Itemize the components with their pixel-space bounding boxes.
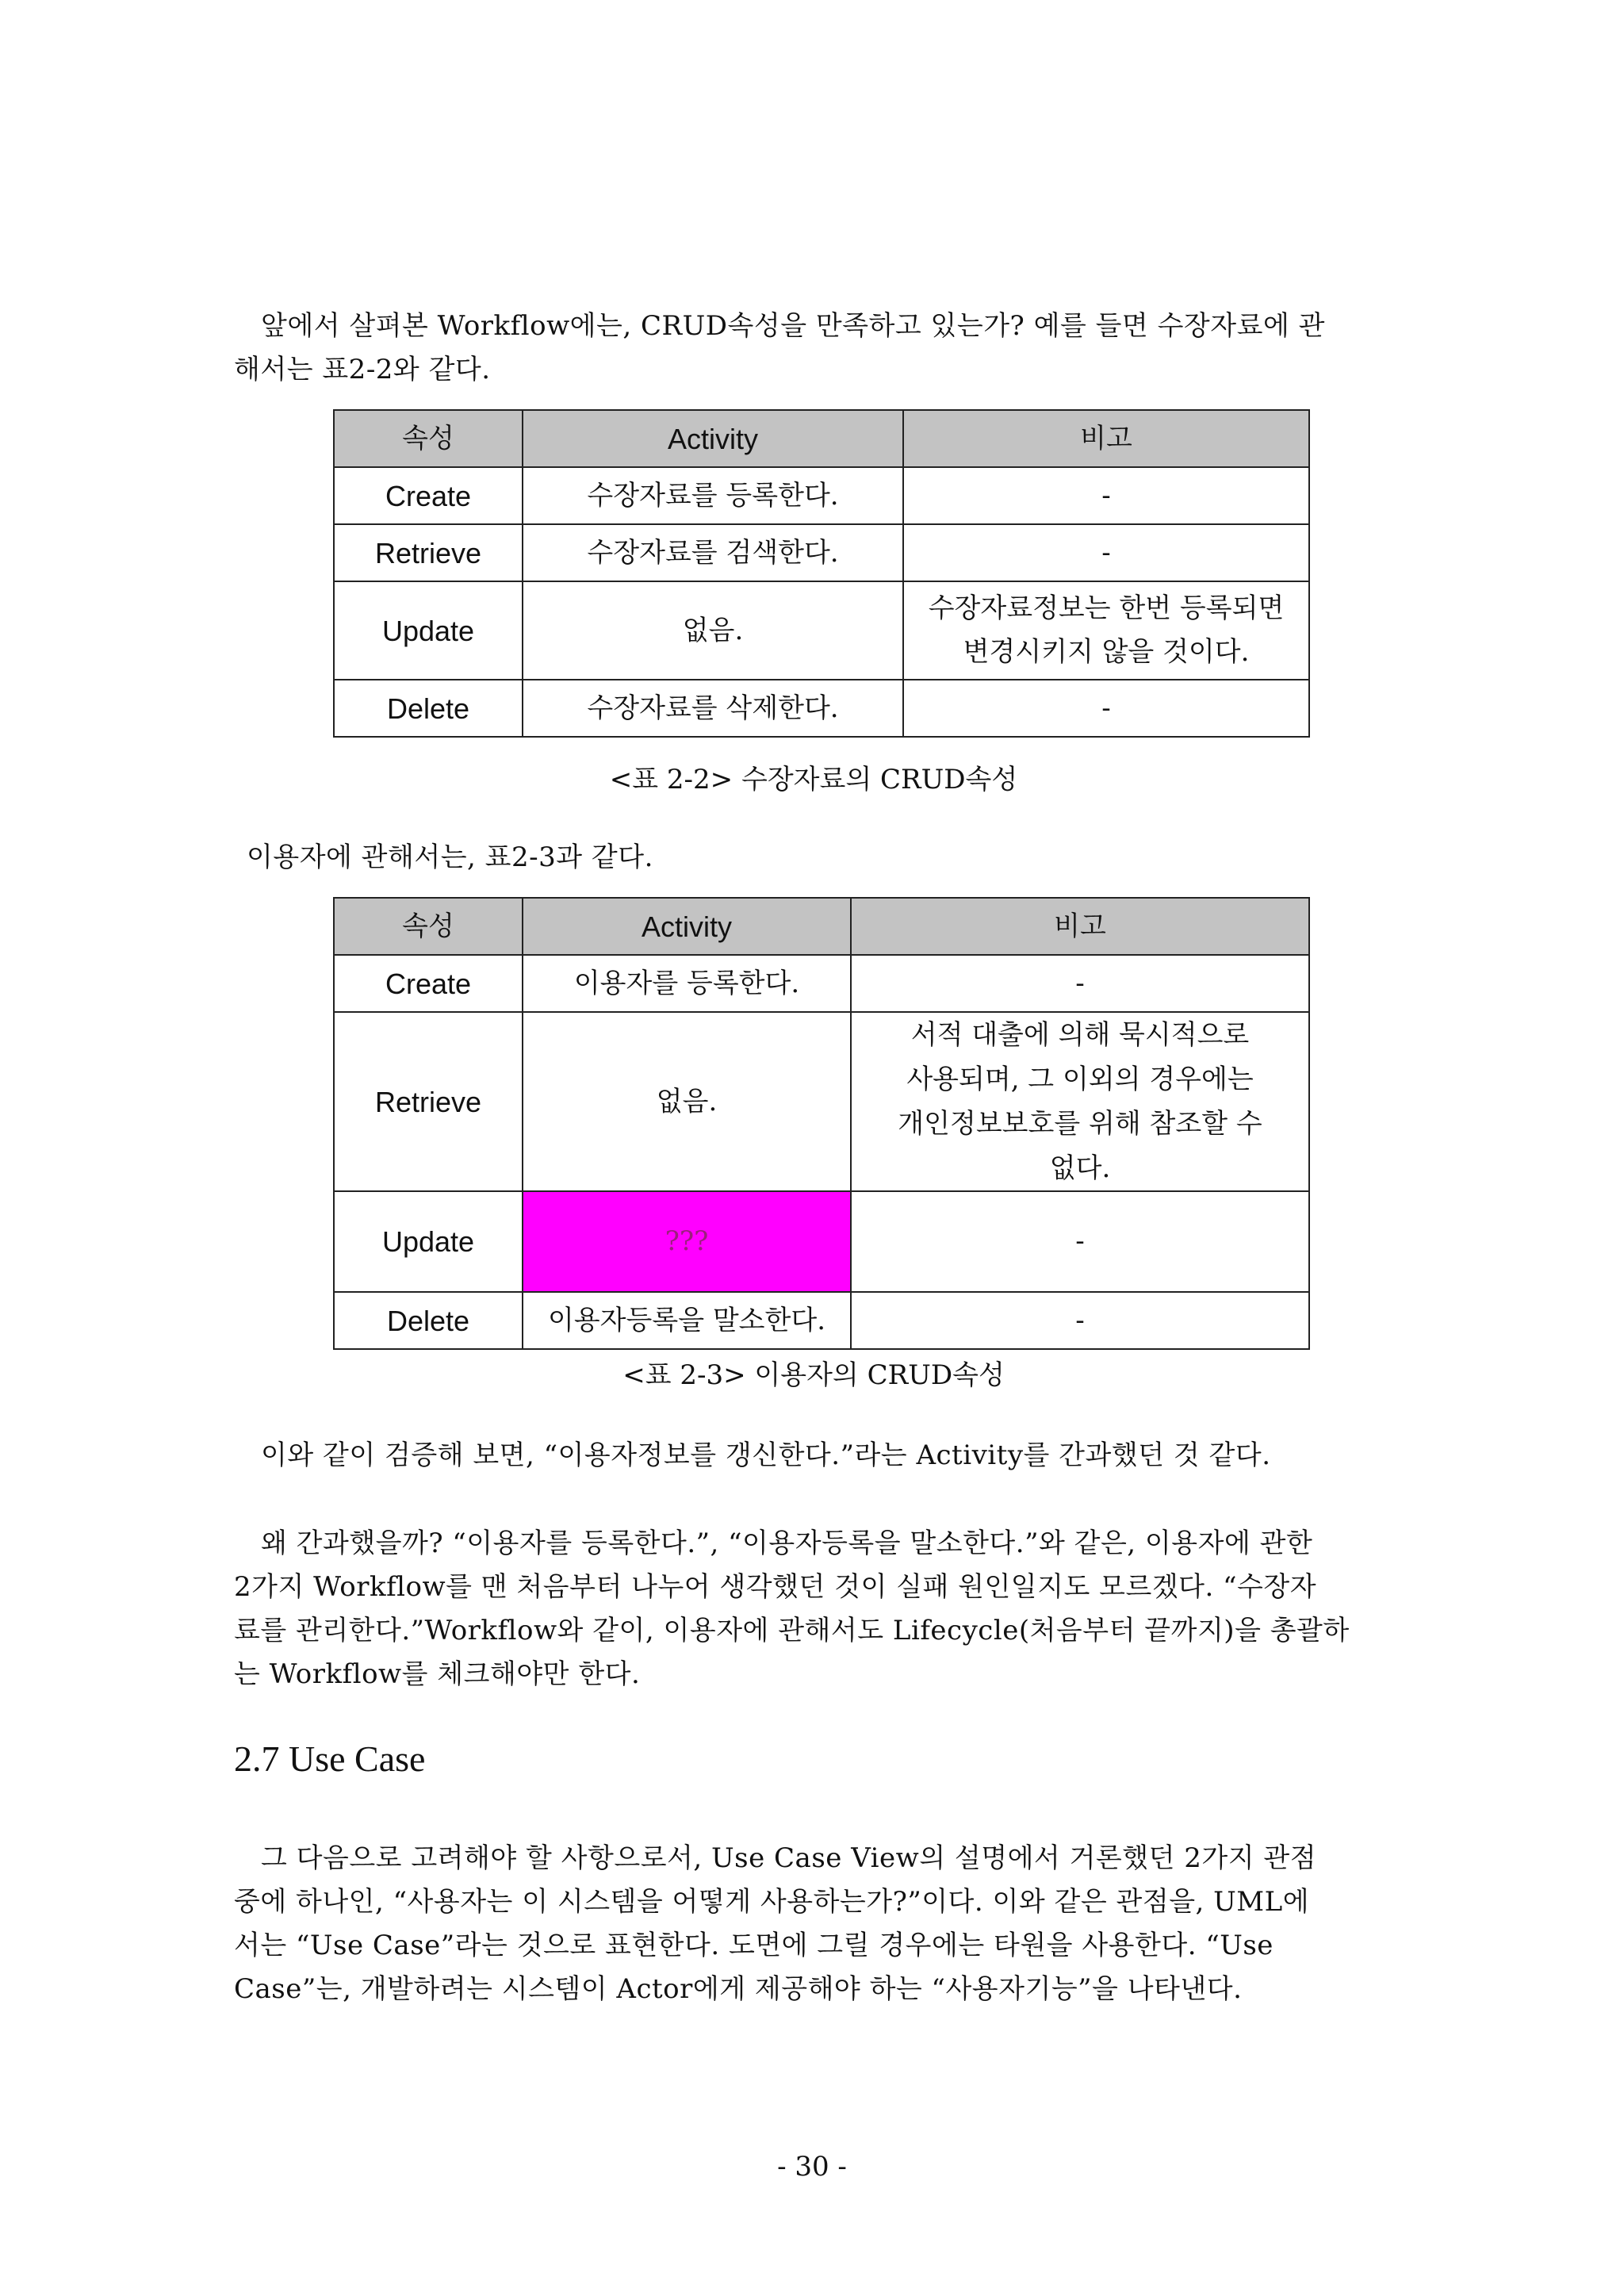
paragraph-3-line-2: 중에 하나인, “사용자는 이 시스템을 어떻게 사용하는가?”이다. 이와 같은 관점을, UML에: [234, 1886, 1310, 1918]
paragraph-3-line-4: Case”는, 개발하려는 시스템이 Actor에게 제공해야 하는 “사용자기능”을 나타낸다.: [234, 1973, 1243, 2005]
cell-remarks: -: [851, 1292, 1309, 1349]
cell-activity: 이용자등록을 말소한다.: [523, 1292, 851, 1349]
paragraph-2-line-1: 왜 간과했을까? “이용자를 등록한다.”, “이용자등록을 말소한다.”와 같은, 이용자에 관한: [261, 1527, 1313, 1559]
table-row: [334, 680, 1309, 737]
paragraph-2-line-3: 료를 관리한다.”Workflow와 같이, 이용자에 관해서도 Lifecycle(처음부터 끝까지)을 총괄하: [234, 1615, 1350, 1646]
paragraph-3-line-1: 그 다음으로 고려해야 할 사항으로서, Use Case View의 설명에서 거론했던 2가지 관점: [261, 1842, 1317, 1874]
cell-attribute: Delete: [334, 680, 523, 737]
crud-table-collection: [333, 409, 1310, 738]
cell-activity: 없음.: [523, 581, 903, 680]
paragraph-2-line-4: 는 Workflow를 체크해야만 한다.: [234, 1658, 641, 1690]
paragraph-2-line-2: 2가지 Workflow를 맨 처음부터 나누어 생각했던 것이 실패 원인일지도 모르겠다. “수장자: [234, 1571, 1317, 1603]
table-caption-2-2: <표 2-2> 수장자료의 CRUD속성: [609, 764, 1018, 795]
paragraph-3: [234, 1837, 1393, 2011]
header-activity: Activity: [523, 410, 903, 467]
page-number: - 30 -: [777, 2151, 847, 2183]
intro-paragraph: [234, 305, 1393, 392]
intro2-paragraph: [234, 836, 1393, 880]
section-heading: 2.7 Use Case: [234, 1738, 426, 1779]
table-row: [334, 1012, 1309, 1191]
cell-attribute: Create: [334, 467, 523, 524]
header-activity: Activity: [523, 898, 851, 955]
intro-line-2: 해서는 표2-2와 같다.: [234, 354, 491, 385]
header-remarks: 비고: [851, 898, 1309, 955]
crud-table-user: [333, 897, 1310, 1350]
cell-attribute: Retrieve: [334, 1012, 523, 1191]
cell-remarks: -: [851, 955, 1309, 1012]
cell-remarks: 수장자료정보는 한번 등록되면 변경시키지 않을 것이다.: [903, 581, 1309, 680]
table-row: [334, 1191, 1309, 1292]
table-row: [334, 524, 1309, 581]
cell-remarks: -: [903, 680, 1309, 737]
header-attribute: 속성: [334, 410, 523, 467]
cell-activity: 수장자료를 검색한다.: [523, 524, 903, 581]
cell-remarks: 서적 대출에 의해 묵시적으로 사용되며, 그 이외의 경우에는 개인정보보호를 위해 참조할 수 없다.: [851, 1012, 1309, 1191]
cell-remarks: -: [903, 467, 1309, 524]
paragraph-3-line-3: 서는 “Use Case”라는 것으로 표현한다. 도면에 그릴 경우에는 타원을 사용한다. “Use: [234, 1930, 1274, 1961]
cell-activity: 이용자를 등록한다.: [523, 955, 851, 1012]
cell-activity: 없음.: [523, 1012, 851, 1191]
table-row: [334, 955, 1309, 1012]
table-row: [334, 467, 1309, 524]
cell-remarks: -: [903, 524, 1309, 581]
cell-activity: 수장자료를 등록한다.: [523, 467, 903, 524]
cell-attribute: Update: [334, 581, 523, 680]
paragraph-1-line: 이와 같이 검증해 보면, “이용자정보를 갱신한다.”라는 Activity를 간과했던 것 같다.: [261, 1439, 1271, 1471]
cell-activity: 수장자료를 삭제한다.: [523, 680, 903, 737]
cell-activity-missing: ???: [523, 1191, 851, 1292]
header-remarks: 비고: [903, 410, 1309, 467]
intro-line-1: 앞에서 살펴본 Workflow에는, CRUD속성을 만족하고 있는가? 예를 들면 수장자료에 관: [261, 310, 1325, 342]
header-attribute: 속성: [334, 898, 523, 955]
intro2-line: 이용자에 관해서는, 표2-3과 같다.: [247, 841, 653, 873]
cell-remarks: -: [851, 1191, 1309, 1292]
cell-attribute: Retrieve: [334, 524, 523, 581]
paragraph-2: [234, 1522, 1393, 1696]
cell-attribute: Create: [334, 955, 523, 1012]
table-row: [334, 581, 1309, 680]
paragraph-1: [234, 1434, 1393, 1478]
cell-attribute: Delete: [334, 1292, 523, 1349]
table-row: [334, 1292, 1309, 1349]
table-caption-2-3: <표 2-3> 이용자의 CRUD속성: [622, 1359, 1005, 1391]
cell-attribute: Update: [334, 1191, 523, 1292]
